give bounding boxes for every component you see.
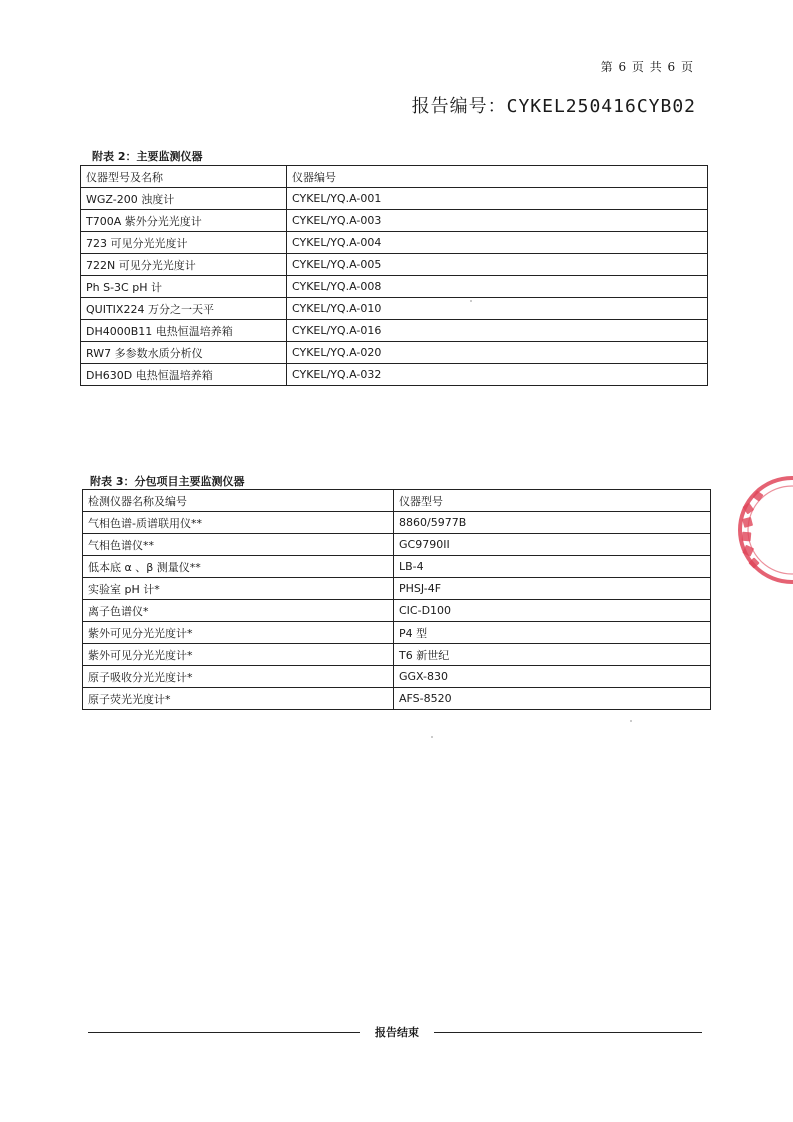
seal-stamp-icon — [730, 470, 793, 600]
instrument-model: AFS-8520 — [394, 688, 711, 710]
instrument-name: 722N 可见分光光度计 — [81, 254, 287, 276]
instrument-name: 气相色谱仪** — [83, 534, 394, 556]
instrument-name: 离子色谱仪* — [83, 600, 394, 622]
instrument-name: 723 可见分光光度计 — [81, 232, 287, 254]
instrument-id: CYKEL/YQ.A-003 — [287, 210, 708, 232]
table-row — [83, 644, 711, 666]
instrument-name: WGZ-200 浊度计 — [81, 188, 287, 210]
table-row — [81, 232, 708, 254]
report-number: 报告编号：CYKEL250416CYB02 — [411, 96, 696, 117]
table-row — [83, 512, 711, 534]
instrument-name: 紫外可见分光光度计* — [83, 644, 394, 666]
table-row — [83, 622, 711, 644]
instrument-model: GC9790II — [394, 534, 711, 556]
instrument-id: CYKEL/YQ.A-020 — [287, 342, 708, 364]
instrument-name: 原子吸收分光光度计* — [83, 666, 394, 688]
table-row — [83, 534, 711, 556]
appendix3-caption: 附表 3：分包项目主要监测仪器 — [90, 475, 245, 488]
instrument-model: GGX-830 — [394, 666, 711, 688]
table-row — [83, 578, 711, 600]
scan-speck — [431, 736, 433, 738]
report-end-label: 报告结束 — [375, 1026, 419, 1039]
instrument-id: CYKEL/YQ.A-005 — [287, 254, 708, 276]
scan-speck — [630, 720, 632, 722]
instrument-name: QUITIX224 万分之一天平 — [81, 298, 287, 320]
footer-rule-right — [434, 1032, 702, 1033]
table-row — [83, 688, 711, 710]
table-row — [81, 320, 708, 342]
instrument-id: CYKEL/YQ.A-016 — [287, 320, 708, 342]
scan-speck — [470, 300, 472, 302]
instrument-id: CYKEL/YQ.A-001 — [287, 188, 708, 210]
instrument-id: CYKEL/YQ.A-008 — [287, 276, 708, 298]
instrument-model: CIC-D100 — [394, 600, 711, 622]
instrument-model: P4 型 — [394, 622, 711, 644]
instrument-model: T6 新世纪 — [394, 644, 711, 666]
appendix2-table — [80, 165, 708, 386]
header-cell: 仪器型号 — [394, 490, 711, 512]
instrument-name: 实验室 pH 计* — [83, 578, 394, 600]
table-row — [83, 666, 711, 688]
table-row — [81, 364, 708, 386]
table-row — [81, 254, 708, 276]
table-row — [81, 188, 708, 210]
appendix2-caption: 附表 2：主要监测仪器 — [92, 150, 203, 163]
table-row — [81, 342, 708, 364]
table-row — [83, 600, 711, 622]
instrument-id: CYKEL/YQ.A-010 — [287, 298, 708, 320]
instrument-name: Ph S-3C pH 计 — [81, 276, 287, 298]
instrument-name: T700A 紫外分光光度计 — [81, 210, 287, 232]
instrument-name: 原子荧光光度计* — [83, 688, 394, 710]
instrument-model: LB-4 — [394, 556, 711, 578]
table-row — [81, 276, 708, 298]
header-cell: 仪器编号 — [287, 166, 708, 188]
table-header-row — [83, 490, 711, 512]
instrument-name: DH630D 电热恒温培养箱 — [81, 364, 287, 386]
appendix3-table — [82, 489, 711, 710]
header-cell: 仪器型号及名称 — [81, 166, 287, 188]
instrument-model: PHSJ-4F — [394, 578, 711, 600]
table-row — [81, 298, 708, 320]
page-number: 第 6 页 共 6 页 — [600, 60, 694, 74]
instrument-name: 低本底 α 、β 测量仪** — [83, 556, 394, 578]
instrument-name: RW7 多参数水质分析仪 — [81, 342, 287, 364]
instrument-name: 气相色谱-质谱联用仪** — [83, 512, 394, 534]
table-row — [81, 210, 708, 232]
table-header-row — [81, 166, 708, 188]
table-row — [83, 556, 711, 578]
instrument-model: 8860/5977B — [394, 512, 711, 534]
instrument-name: DH4000B11 电热恒温培养箱 — [81, 320, 287, 342]
instrument-name: 紫外可见分光光度计* — [83, 622, 394, 644]
footer-rule-left — [88, 1032, 360, 1033]
header-cell: 检测仪器名称及编号 — [83, 490, 394, 512]
instrument-id: CYKEL/YQ.A-004 — [287, 232, 708, 254]
instrument-id: CYKEL/YQ.A-032 — [287, 364, 708, 386]
